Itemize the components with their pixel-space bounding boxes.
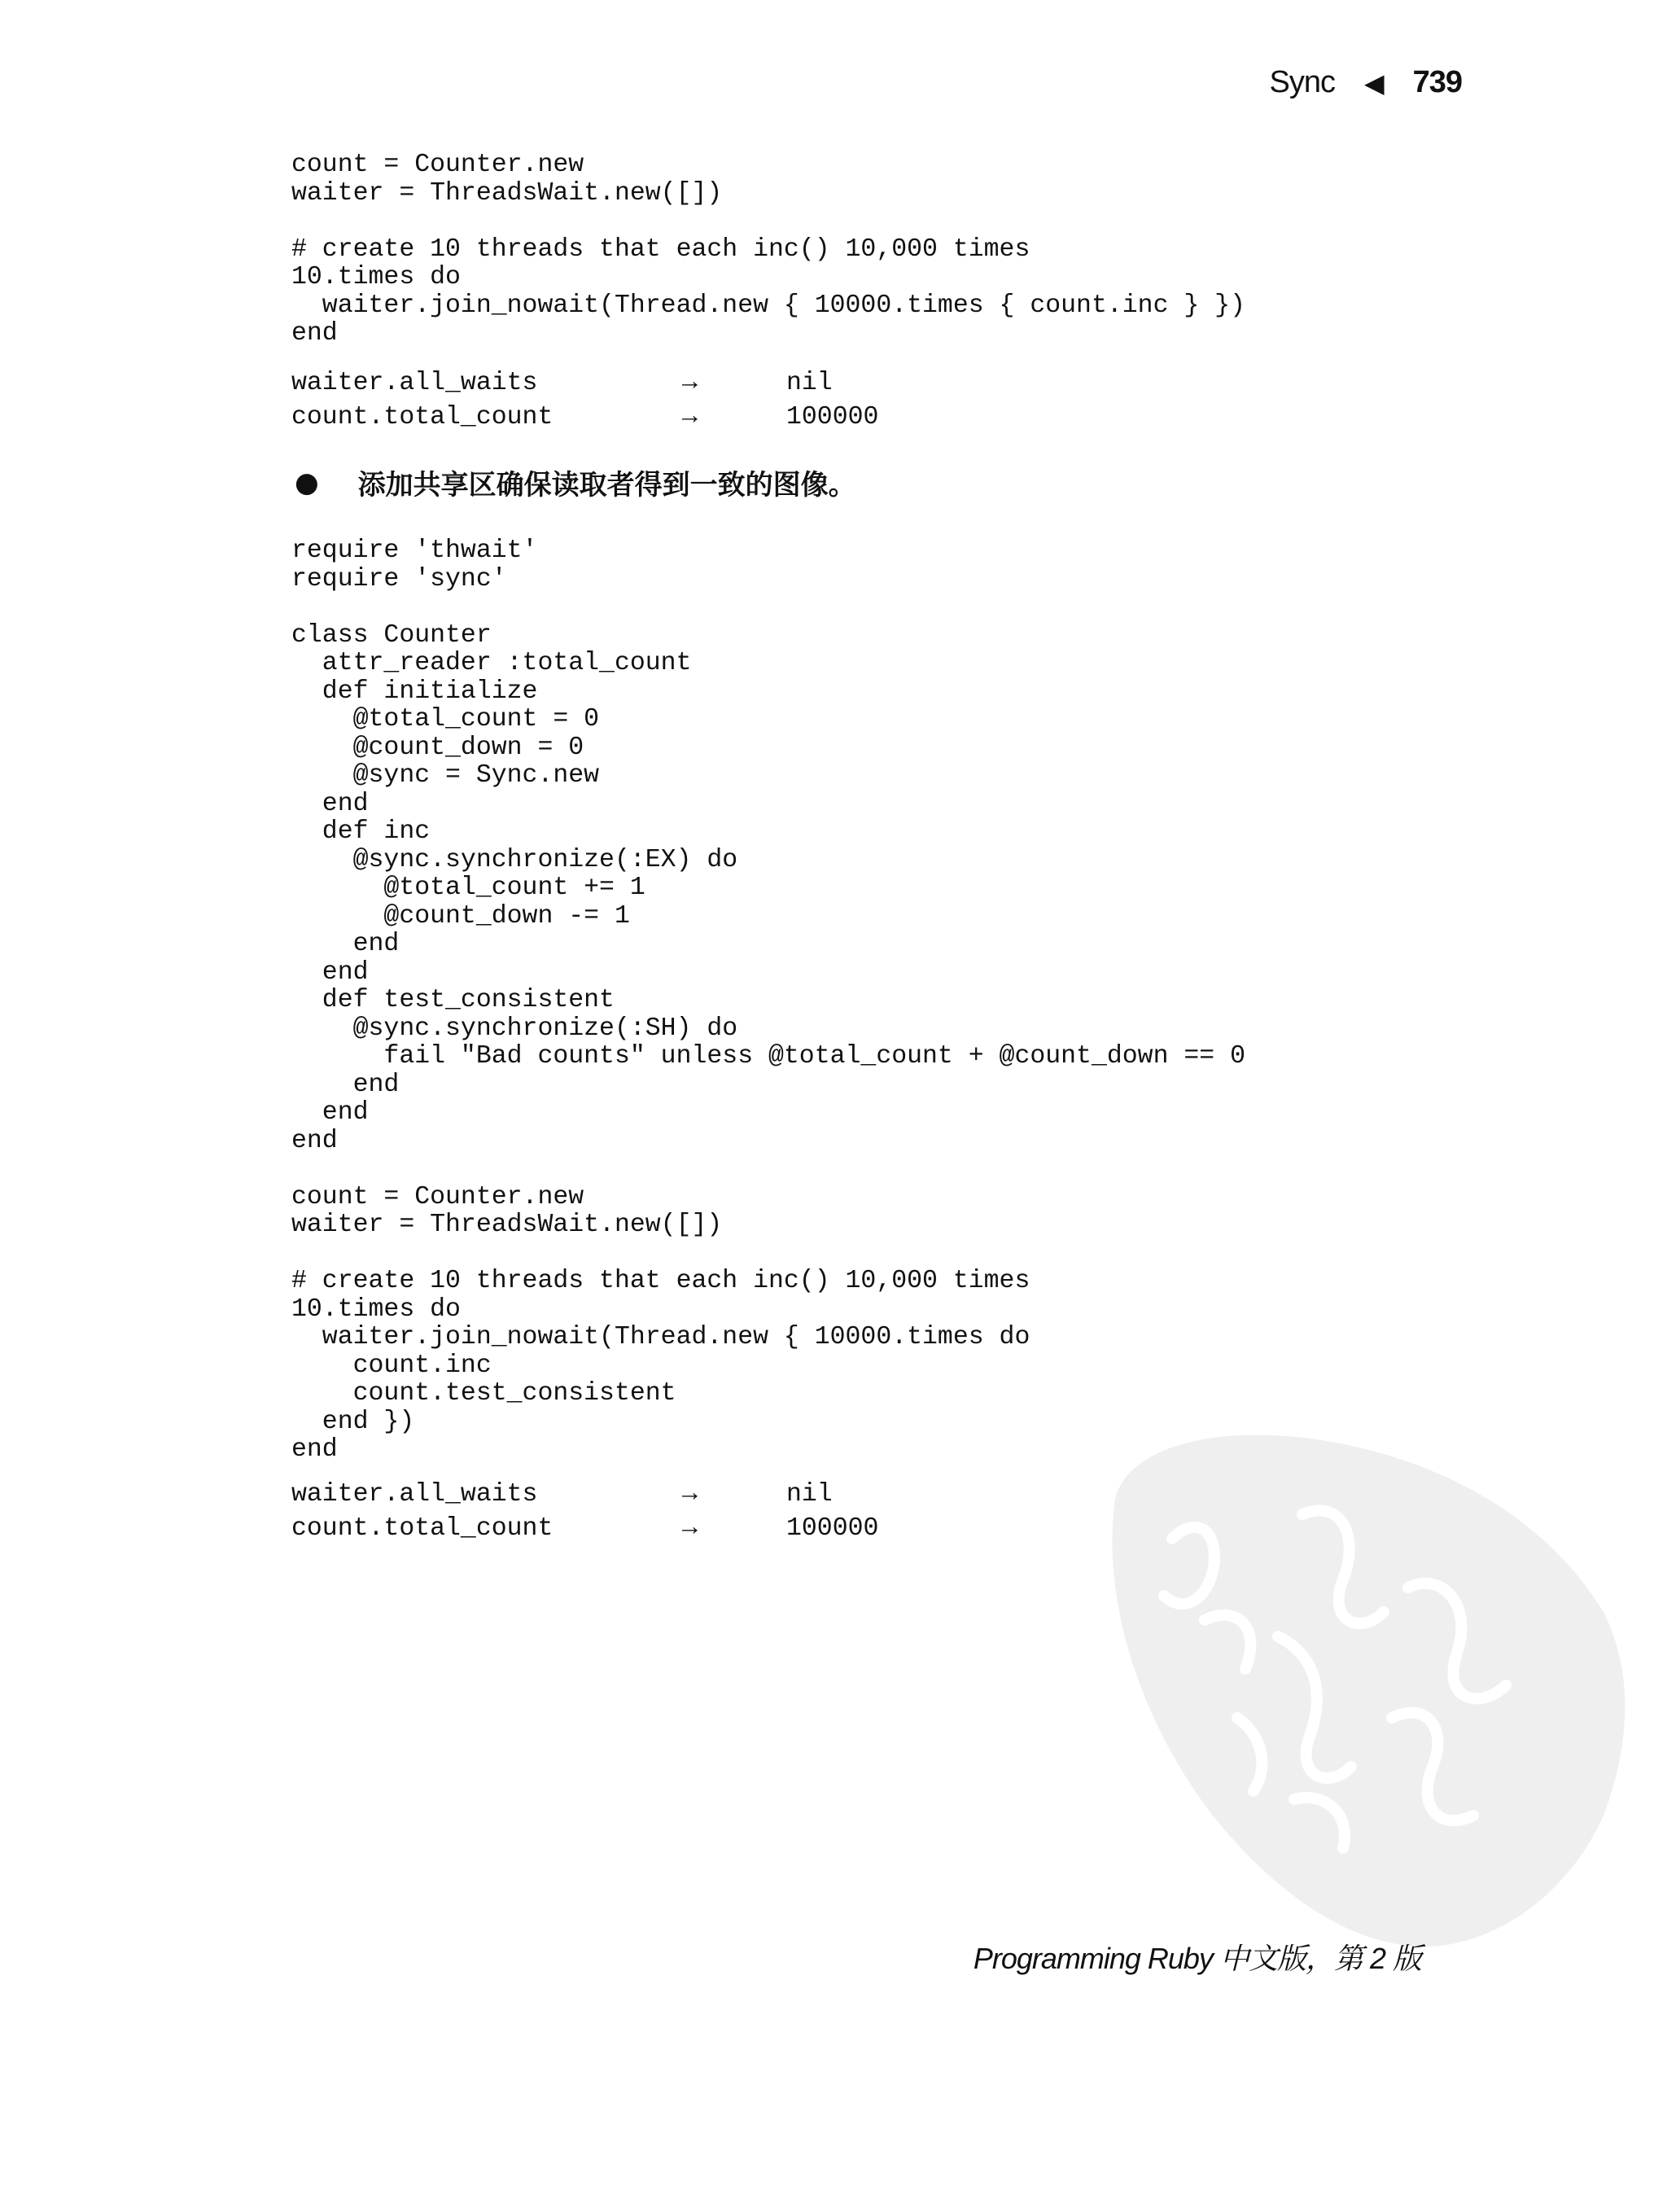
left-arrow-icon: ◀ (1363, 68, 1384, 98)
result-row (291, 1512, 878, 1546)
result-value: 100000 (786, 1514, 879, 1543)
result-value: nil (786, 1480, 833, 1509)
code-block-2: require 'thwait' require 'sync' class Counter attr_reader :total_count def initialize @total_count = 0 @count_down = 0 @sync = Sync.new end def inc @sync.synchronize(:EX) do @total_count += 1 @count_down -= 1 end end def test_consistent @sync.synchronize(:SH) do fail "Bad counts" unless @total_count + @count_down == 0 end end end count = Counter.new waiter = ThreadsWait.new([]) # create 10 threads that each inc() 10,000 times 10.times do waiter.join_nowait(Thread.new { 10000.times do count.inc count.test_consistent end }) end (291, 537, 1245, 1464)
right-arrow-icon: → (682, 1514, 698, 1543)
result-expr: waiter.all_waits (291, 369, 538, 397)
section-title: Sync (1269, 65, 1335, 99)
result-expr: waiter.all_waits (291, 1480, 538, 1509)
bullet-text: 添加共享区确保读取者得到一致的图像。 (357, 469, 856, 502)
right-arrow-icon: → (682, 369, 698, 397)
page-number: 739 (1412, 65, 1462, 99)
bullet-point (295, 462, 856, 502)
result-value: 100000 (786, 403, 879, 431)
seal-stamp-watermark (1083, 1408, 1636, 1962)
result-value: nil (786, 369, 833, 397)
book-footer: Programming Ruby 中文版，第 2 版 (973, 1942, 1421, 1975)
results-2 (291, 1478, 878, 1546)
result-row (291, 1478, 878, 1512)
result-expr: count.total_count (291, 1514, 553, 1543)
right-arrow-icon: → (682, 1480, 698, 1509)
bullet-icon: ● (295, 466, 319, 499)
result-row (291, 366, 878, 401)
result-row (291, 401, 878, 435)
right-arrow-icon: → (682, 403, 698, 431)
result-expr: count.total_count (291, 403, 553, 431)
results-1 (291, 366, 878, 435)
code-block-1: count = Counter.new waiter = ThreadsWait.new([]) # create 10 threads that each inc() 10,000 times 10.times do waiter.join_nowait(Thread.new { 10000.times { count.inc } }) end (291, 151, 1245, 348)
page-header (1270, 65, 1463, 100)
